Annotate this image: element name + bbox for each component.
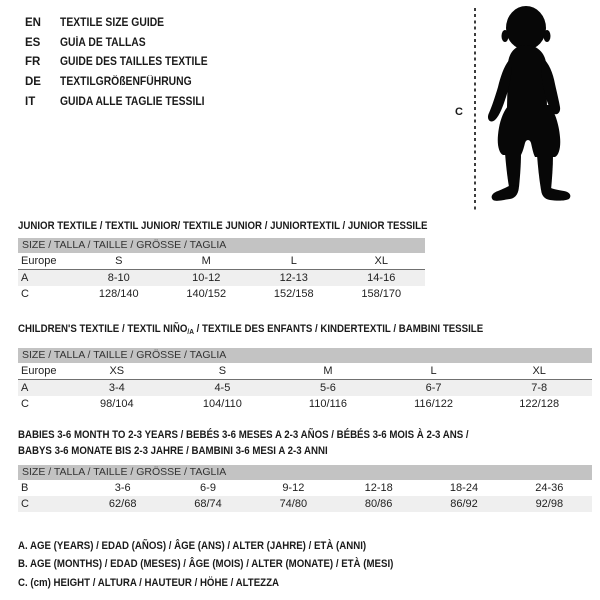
size-column-header: XS: [64, 363, 170, 380]
size-cell: 68/74: [165, 496, 250, 512]
language-title: TEXTILE SIZE GUIDE: [60, 16, 165, 29]
size-cell: 5-6: [275, 380, 381, 397]
children-heading-subscript: /A: [187, 327, 194, 336]
table-row: [18, 270, 425, 287]
size-cell: 116/122: [414, 398, 454, 410]
size-header-bar: SIZE / TALLA / TAILLE / GRÖSSE / TAGLIA: [18, 348, 592, 363]
size-cell: 6-7: [381, 380, 487, 397]
size-cell: 110/116: [308, 398, 348, 410]
babies-size-table: [18, 480, 592, 512]
size-cell: 140/152: [186, 288, 227, 300]
size-column-header: M: [275, 363, 381, 380]
language-list: [25, 13, 224, 111]
size-cell: 98/104: [99, 398, 134, 410]
footnotes: [18, 537, 393, 592]
language-code: EN: [25, 16, 41, 29]
table-row: [18, 496, 592, 512]
size-column-header: XL: [486, 363, 592, 380]
language-row: [25, 13, 224, 33]
language-code: IT: [25, 95, 36, 108]
size-column-header: L: [250, 253, 338, 270]
size-column-header: L: [381, 363, 487, 380]
size-cell: 92/98: [507, 496, 592, 512]
size-header-bar: SIZE / TALLA / TAILLE / GRÖSSE / TAGLIA: [18, 238, 425, 253]
children-section-heading: [18, 321, 483, 340]
size-cell: 74/80: [251, 496, 336, 512]
size-cell: 158/170: [361, 288, 402, 300]
size-cell: 104/110: [202, 398, 242, 410]
junior-size-table: [18, 253, 425, 302]
row-label: C: [21, 398, 29, 410]
size-cell: 12-13: [250, 270, 338, 287]
row-label: A: [18, 270, 75, 287]
row-label: Europe: [18, 253, 75, 270]
babies-section-heading: [18, 427, 469, 459]
language-code: DE: [25, 75, 41, 88]
footnote-a: A. AGE (YEARS) / EDAD (AÑOS) / ÂGE (ANS) / ALTER (JAHRE) / ETÀ (ANNI): [18, 540, 367, 552]
baby-silhouette-icon: [484, 5, 576, 207]
size-cell: 7-8: [486, 380, 592, 397]
size-cell: 9-12: [282, 482, 305, 494]
language-row: [25, 33, 224, 53]
size-cell: 24-36: [535, 482, 564, 494]
babies-heading-line1: BABIES 3-6 MONTH TO 2-3 YEARS / BEBÉS 3-6 MESES A 2-3 AÑOS / BÉBÉS 3-6 MOIS À 2-3 ANS /: [18, 429, 469, 441]
table-row: [18, 253, 425, 270]
junior-section-heading: JUNIOR TEXTILE / TEXTIL JUNIOR/ TEXTILE JUNIOR / JUNIORTEXTIL / JUNIOR TESSILE: [18, 220, 428, 232]
size-cell: 14-16: [338, 270, 426, 287]
size-cell: 80/86: [336, 496, 421, 512]
size-cell: 152/158: [273, 288, 314, 300]
size-cell: 6-9: [200, 482, 216, 494]
size-cell: 128/140: [98, 288, 139, 300]
height-measure-label: C: [455, 106, 463, 118]
language-code: FR: [25, 56, 41, 69]
row-label: A: [18, 380, 64, 397]
table-row: [18, 286, 425, 302]
footnote-b: B. AGE (MONTHS) / EDAD (MESES) / ÂGE (MOIS) / ALTER (MONATE) / ETÀ (MESI): [18, 558, 394, 571]
size-cell: 4-5: [170, 380, 276, 397]
height-dotted-line: [474, 8, 476, 210]
row-label: C: [21, 288, 29, 300]
children-heading-text: / TEXTILE DES ENFANTS / KINDERTEXTIL / BAMBINI TESSILE: [193, 323, 484, 335]
row-label: Europe: [18, 363, 64, 380]
table-row: [18, 363, 592, 380]
babies-heading-line2: BABYS 3-6 MONATE BIS 2-3 JAHRE / BAMBINI 3-6 MESI A 2-3 ANNI: [18, 445, 328, 457]
language-title: GUIDE DES TAILLES TEXTILE: [60, 56, 208, 69]
size-cell: 8-10: [75, 270, 163, 287]
size-column-header: XL: [338, 253, 426, 270]
size-cell: 62/68: [80, 496, 165, 512]
language-title: TEXTILGRÖßENFÜHRUNG: [60, 75, 192, 88]
size-cell: 10-12: [163, 270, 251, 287]
size-cell: 3-4: [64, 380, 170, 397]
size-cell: 18-24: [449, 482, 479, 494]
size-column-header: S: [170, 363, 276, 380]
row-label: C: [18, 496, 80, 512]
table-row: [18, 396, 592, 412]
language-row: [25, 52, 224, 72]
children-size-table: [18, 363, 592, 412]
size-cell: 12-18: [364, 482, 393, 494]
size-cell: 3-6: [114, 482, 131, 494]
size-column-header: M: [163, 253, 251, 270]
language-row: [25, 72, 224, 92]
table-row: [18, 480, 592, 496]
size-column-header: S: [75, 253, 163, 270]
table-row: [18, 380, 592, 397]
language-row: [25, 92, 224, 112]
language-title: GUIDA ALLE TAGLIE TESSILI: [60, 95, 205, 108]
children-heading-text: CHILDREN'S TEXTILE / TEXTIL NIÑO: [18, 323, 188, 335]
language-title: GUÍA DE TALLAS: [60, 36, 146, 49]
size-cell: 122/128: [519, 398, 560, 410]
row-label: B: [21, 482, 29, 494]
footnote-c: C. (cm) HEIGHT / ALTURA / HAUTEUR / HÖHE / ALTEZZA: [18, 576, 280, 589]
size-header-bar: SIZE / TALLA / TAILLE / GRÖSSE / TAGLIA: [18, 465, 592, 480]
language-code: ES: [25, 36, 41, 49]
size-cell: 86/92: [421, 496, 506, 512]
